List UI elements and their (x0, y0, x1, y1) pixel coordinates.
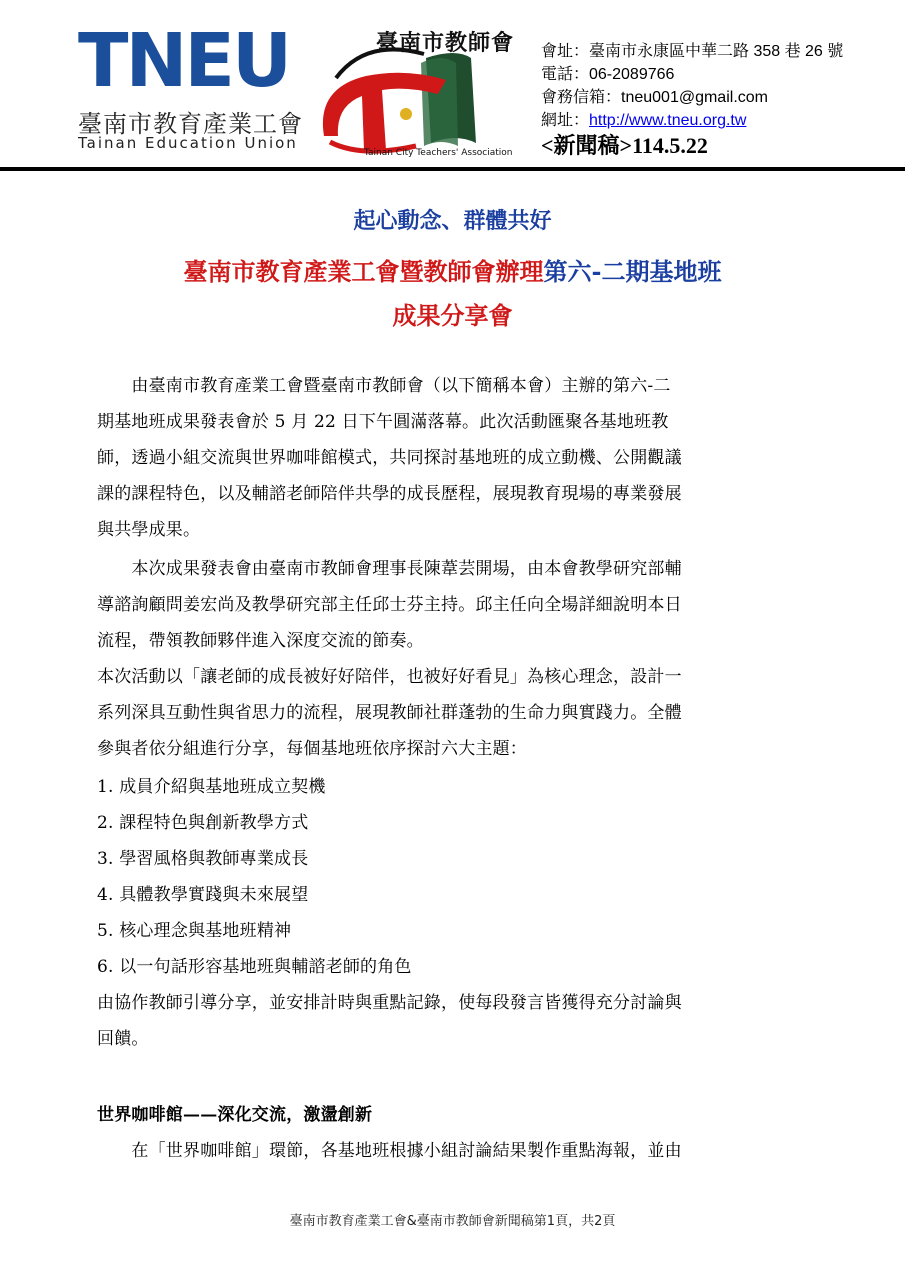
headline-main-red: 臺南市教育產業工會暨教師會辦理 (183, 257, 544, 286)
website-link[interactable]: http://www.tneu.org.tw (589, 112, 747, 129)
topic-item: 6. 以一句話形容基地班與輔諮老師的角色 (97, 957, 412, 977)
paragraph-line: 系列深具互動性與省思力的流程，展現教師社群蓬勃的生命力與實踐力。全體 (97, 703, 682, 723)
page-footer: 臺南市教育產業工會&臺南市教師會新聞稿第1頁，共2頁 (289, 1214, 616, 1229)
topic-item: 3. 學習風格與教師專業成長 (97, 849, 309, 869)
paragraph-line: 本次活動以「讓老師的成長被好好陪伴，也被好好看見」為核心理念，設計一 (97, 667, 682, 687)
teachers-logo-english: Tainan City Teachers' Association (364, 148, 513, 158)
teachers-association-logo (306, 18, 518, 163)
tneu-logo-letters: TNEU (78, 18, 290, 104)
paragraph-line: 課的課程特色，以及輔諮老師陪伴共學的成長歷程，展現教育現場的專業發展 (97, 484, 682, 504)
paragraph-line: 由協作教師引導分享，並安排計時與重點記錄，使每段發言皆獲得充分討論與 (97, 993, 682, 1013)
teachers-logo-chinese: 臺南市教師會 (376, 30, 515, 56)
paragraph-line: 由臺南市教育產業工會暨臺南市教師會（以下簡稱本會）主辦的第六-二 (97, 376, 671, 396)
tneu-logo-chinese: 臺南市教育產業工會 (78, 110, 303, 138)
topic-item: 1. 成員介紹與基地班成立契機 (97, 777, 326, 797)
email-line: 會務信箱：tneu001@gmail.com (541, 89, 768, 106)
topic-item: 5. 核心理念與基地班精神 (97, 921, 292, 941)
section-heading: 世界咖啡館——深化交流，激盪創新 (97, 1105, 373, 1125)
tneu-logo (78, 18, 303, 152)
paragraph-line: 流程，帶領教師夥伴進入深度交流的節奏。 (97, 631, 424, 651)
paragraph-line: 導諮詢顧問姜宏尚及教學研究部主任邱士芬主持。邱主任向全場詳細說明本日 (97, 595, 682, 615)
topic-item: 2. 課程特色與創新教學方式 (97, 813, 309, 833)
paragraph-line: 與共學成果。 (97, 520, 201, 540)
headline-main-blue: 第六-二期基地班 (543, 257, 722, 286)
tneu-logo-english: Tainan Education Union (78, 134, 298, 152)
contact-info (541, 40, 896, 157)
paragraph-line: 師，透過小組交流與世界咖啡館模式，共同探討基地班的成立動機、公開觀議 (97, 448, 682, 468)
address-line: 會址：臺南市永康區中華二路 358 巷 26 號 (541, 43, 844, 60)
header-divider (0, 167, 905, 171)
paragraph-line: 期基地班成果發表會於 5 月 22 日下午圓滿落幕。此次活動匯聚各基地班教 (97, 412, 669, 432)
website-label: 網址： (541, 112, 590, 129)
headline-sub: 成果分享會 (392, 301, 513, 330)
press-release-date: <新聞稿>114.5.22 (541, 133, 708, 158)
website-line (541, 109, 896, 132)
paragraph-line: 在「世界咖啡館」環節，各基地班根據小組討論結果製作重點海報，並由 (97, 1141, 682, 1161)
headline-main (0, 252, 905, 287)
phone-line: 電話：06-2089766 (541, 66, 675, 83)
topic-item: 4. 具體教學實踐與未來展望 (97, 885, 309, 905)
paragraph-line: 本次成果發表會由臺南市教師會理事長陳葦芸開場，由本會教學研究部輔 (97, 559, 682, 579)
headline-slogan: 起心動念、群體共好 (353, 208, 552, 234)
paragraph-line: 參與者依分組進行分享，每個基地班依序探討六大主題： (97, 739, 527, 759)
paragraph-line: 回饋。 (97, 1029, 149, 1049)
